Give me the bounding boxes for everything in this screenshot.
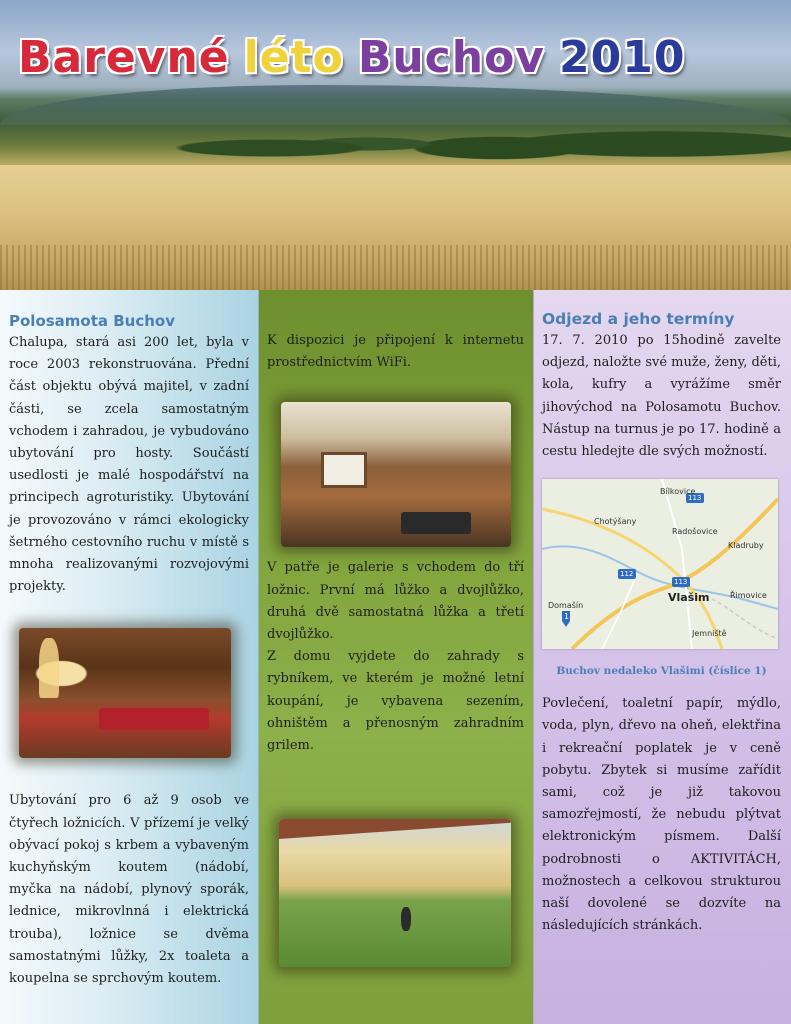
- para-povleceni: Povlečení, toaletní papír, mýdlo, voda, plyn, dřevo na oheň, elektřina i rekreační poplatek je v ceně pobytu. Zbytek si musíme zařídit sami, což je již takovou samozřejmostí, že nebudu plýtvat elektronickým písmem. Další podrobnosti o AKTIVITÁCH, možnostech a celkovou strukturou naší dovolené se dozvíte na následujících stránkách.: [542, 696, 781, 934]
- map-caption: Buchov nedaleko Vlašimi (číslice 1): [556, 665, 767, 678]
- map-label-jemniste: Jemniště: [692, 629, 727, 639]
- map-marker-1: 1: [564, 612, 570, 622]
- photo-house-garden: [279, 819, 511, 967]
- map-label-rimovice: Řimovice: [730, 591, 767, 601]
- map-label-radosovice: Radošovice: [672, 527, 718, 537]
- para-odjezd: 17. 7. 2010 po 15hodině zavelte odjezd, naložte své muže, ženy, děti, kola, kufry a vyrážíme směr jihovýchod na Polosamotu Buchov. Nástup na turnus je po 17. hodině a cestu hledejte dle svých možností.: [542, 333, 781, 460]
- para-ubytovani: Ubytování pro 6 až 9 osob ve čtyřech ložnicích. V přízemí je velký obývací pokoj s krbem a vybaveným kuchyňským koutem (nádobí, myčka na nádobí, plynový sporák, lednice, mikrovlnná i elektrická trouba), ložnice se dvěma samostatnými lůžky, 2x toaleta a koupelna se sprchovým koutem.: [9, 793, 249, 987]
- para-zahrada: Z domu vyjdete do zahrady s rybníkem, ve kterém je možné letní koupání, je vybavena sezením, ohništěm a přenosným zahradním grilem.: [267, 649, 524, 754]
- para-wifi: K dispozici je připojení k internetu prostřednictvím WiFi.: [267, 333, 524, 371]
- title-word-2: léto: [243, 32, 344, 83]
- title-word-4: 2010: [559, 32, 686, 83]
- map-label-kladruby: Kladruby: [728, 541, 764, 551]
- column-middle: [259, 290, 533, 1024]
- banner-title: [18, 30, 685, 85]
- column-right: [533, 290, 791, 1024]
- header-banner: [0, 0, 791, 290]
- map-label-vlasim: Vlašim: [668, 591, 710, 605]
- map-road-113a: 113: [688, 494, 702, 503]
- title-word-3: Buchov: [357, 32, 545, 83]
- para-patro: V patře je galerie s vchodem do tří ložnic. První má lůžko a dvojlůžko, druhá dvě samostatná lůžka a třetí dvojlůžko.: [267, 560, 524, 643]
- map-label-bilkovice: Bílkovice: [660, 487, 696, 497]
- map-roads: [542, 479, 778, 649]
- map-label-chotysany: Chotýšany: [594, 517, 637, 527]
- para-chalupa: Chalupa, stará asi 200 let, byla v roce 2003 rekonstruována. Přední část objektu obývá majitel, v zadní části, se zcela samostatným vchodem i zahradou, je vybudováno ubytování pro hosty. Součástí usedlosti je malé hospodářství na principech agroturistiky. Ubytování je provozováno v rámci ekologicky šetrného cestovního ruchu v místě s mnoha realizovanými rozvojovými projekty.: [9, 335, 249, 595]
- map-road-113b: 113: [674, 578, 688, 587]
- column-left: [0, 290, 259, 1024]
- photo-kitchen: [281, 402, 511, 547]
- map-vlasim: [542, 479, 778, 649]
- banner-field: [0, 165, 791, 290]
- heading-odjezd: Odjezd a jeho termíny: [542, 310, 735, 328]
- photo-living-room: [19, 628, 231, 758]
- title-word-1: Barevné: [18, 32, 230, 83]
- map-label-domasin: Domašín: [548, 601, 584, 611]
- map-road-112: 112: [620, 570, 634, 579]
- heading-polosamota: Polosamota Buchov: [9, 312, 176, 330]
